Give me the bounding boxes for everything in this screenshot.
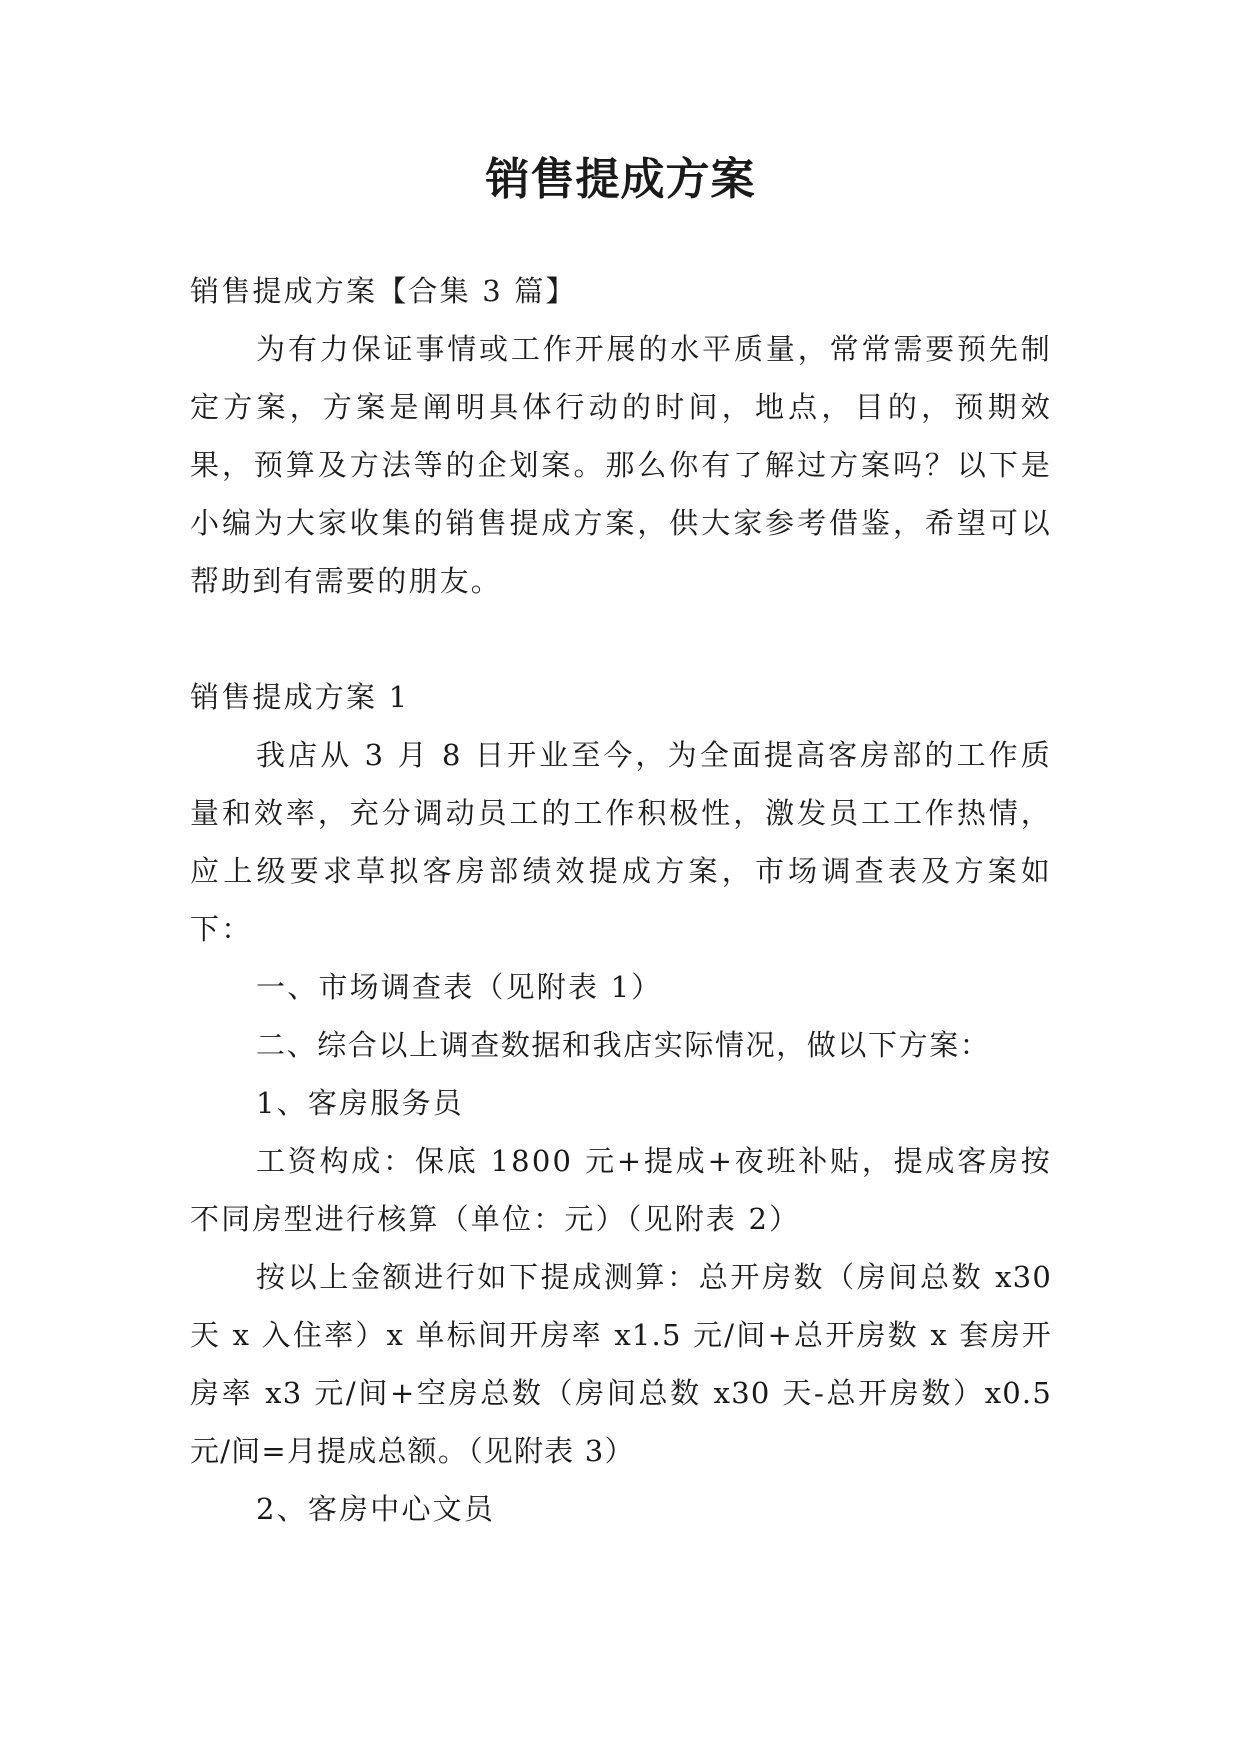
calc-paragraph: 按以上金额进行如下提成测算：总开房数（房间总数 x30 天 x 入住率）x 单标间开房率 x1.5 元/间+总开房数 x 套房开房率 x3 元/间+空房总数（房间总数 x30 天-总开房数）x0.5 元/间=月提成总额。（见附表 3） <box>190 1260 1052 1468</box>
item-1: 1、客房服务员 <box>256 1086 464 1120</box>
subtitle: 销售提成方案【合集 3 篇】 <box>190 274 577 308</box>
item-one: 一、市场调查表（见附表 1） <box>256 970 663 1004</box>
item-2: 2、客房中心文员 <box>256 1492 496 1526</box>
document-body <box>190 262 1052 1538</box>
section1-paragraph: 我店从 3 月 8 日开业至今，为全面提高客房部的工作质量和效率，充分调动员工的工作积极性，激发员工工作热情，应上级要求草拟客房部绩效提成方案，市场调查表及方案如下： <box>190 738 1052 946</box>
document-title: 销售提成方案 <box>485 154 756 205</box>
salary-paragraph: 工资构成：保底 1800 元+提成+夜班补贴，提成客房按不同房型进行核算（单位：元）（见附表 2） <box>190 1144 1052 1236</box>
section1-heading: 销售提成方案 1 <box>190 680 410 714</box>
spacer <box>190 610 1052 668</box>
item-two: 二、综合以上调查数据和我店实际情况，做以下方案： <box>256 1028 991 1062</box>
intro-paragraph: 为有力保证事情或工作开展的水平质量，常常需要预先制定方案，方案是阐明具体行动的时间，地点，目的，预期效果，预算及方法等的企划案。那么你有了解过方案吗？以下是小编为大家收集的销售提成方案，供大家参考借鉴，希望可以帮助到有需要的朋友。 <box>190 332 1052 598</box>
